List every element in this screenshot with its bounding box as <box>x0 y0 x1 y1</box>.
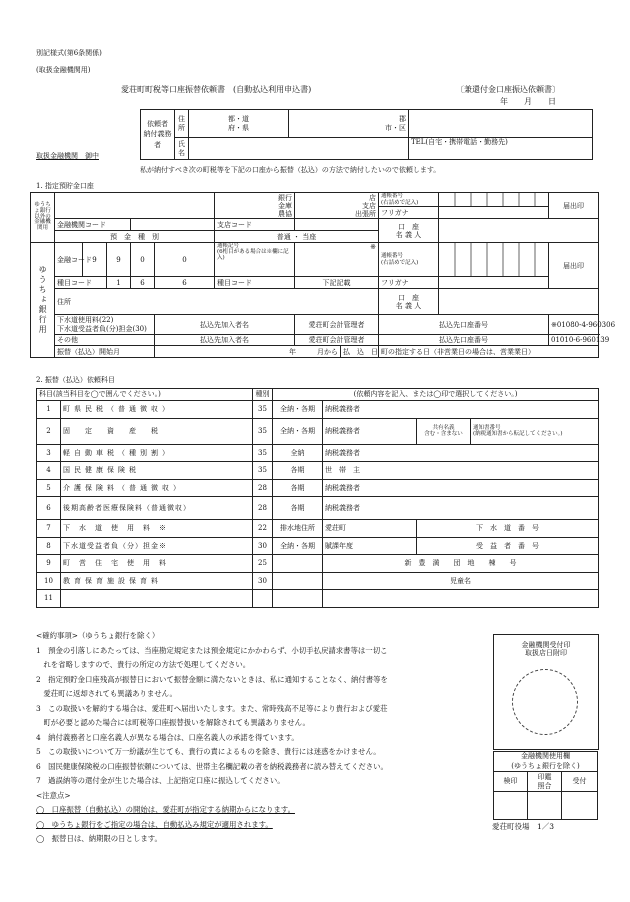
finance-code-digit: 0 <box>155 243 215 277</box>
other-label: その他 <box>55 335 155 346</box>
type-code: 35 <box>253 462 273 480</box>
name-label: 氏名 <box>175 138 189 160</box>
bank-use-table <box>493 751 598 820</box>
type-code: 35 <box>253 418 273 444</box>
check-label: 検印 <box>494 772 528 792</box>
subject-header: 科目(該当科目を◯で囲んでください。) <box>37 389 253 401</box>
subject-name[interactable]: 国民健康保険税 <box>61 462 253 480</box>
lower-entry-label: 下記記載 <box>295 277 379 289</box>
detail-header: (依頼内容を記入、または◯印で選択してください。) <box>273 389 599 401</box>
sewer-labels: 下水道使用料(22) 下水道受益者負(分)担金(30) <box>55 315 155 335</box>
payee-account-label-2: 払込先口座番号 <box>379 335 549 346</box>
payment-option[interactable] <box>273 572 323 590</box>
subject-name[interactable]: 固 定 資 産 税 <box>61 418 253 444</box>
payment-option[interactable]: 全納・各期 <box>273 537 323 555</box>
holder-field[interactable] <box>439 219 599 243</box>
type-code: 30 <box>253 537 273 555</box>
terms-item: 3 この取扱いを解約する場合は、愛荘町へ届出いたします。また、常時残高不足等により貴行および愛荘 <box>36 703 388 713</box>
row-number: 9 <box>37 555 61 573</box>
yucho-label: ゆうちょ銀行用 <box>31 243 55 358</box>
payment-option[interactable]: 各期 <box>273 479 323 497</box>
notice-note: (納税通知書から転記してください。) <box>473 431 563 437</box>
row-number: 10 <box>37 572 61 590</box>
debit-day-label: 払 込 日 <box>341 346 379 358</box>
row-number: 5 <box>37 479 61 497</box>
payee-name-2: 愛荘町会計管理者 <box>295 335 379 346</box>
start-month-field[interactable]: 年 月から <box>155 346 341 358</box>
tel-field[interactable]: TEL(自宅・携帯電話・勤務先) <box>409 138 593 160</box>
type-code: 28 <box>253 497 273 520</box>
payee-name: 愛荘町会計管理者 <box>295 315 379 335</box>
audience-label: (取扱金融機関用) <box>36 66 91 74</box>
footer: 愛荘町役場 1／3 <box>492 822 555 831</box>
subject-name[interactable] <box>61 590 253 608</box>
applicant-label: 依頼者 納付義務者 <box>141 110 175 160</box>
payee-label: 払込先加入者名 <box>155 315 295 335</box>
caution-item: ◯ 口座振替（自動払込）の開始は、愛荘町が指定する納期からになります。 <box>36 805 295 814</box>
table-row <box>37 590 599 608</box>
table-row <box>37 572 599 590</box>
subject-name[interactable]: 後期高齢者医療保険料（普通徴収） <box>61 497 253 520</box>
caution-title: <注意点> <box>36 790 71 800</box>
yucho-number-label: 通帳番号 (右詰めで記入) <box>379 243 439 277</box>
detail-field-1[interactable]: 賦課年度 <box>323 537 417 555</box>
payment-option[interactable]: 全納・各期 <box>273 401 323 419</box>
type-code: 35 <box>253 444 273 462</box>
bank-stamp-box <box>493 634 599 750</box>
finance-code-digit: 0 <box>131 243 155 277</box>
subject-name[interactable]: 町県民税（普通徴収） <box>61 401 253 419</box>
bank-addressee: 取扱金融機関 御中 <box>36 152 99 160</box>
terms-item: 1 預金の引落しにあたっては、当座勘定規定または預金規定にかかわらず、小切手払戻請求書等は一切こ <box>36 645 388 655</box>
bank-name-field[interactable] <box>55 193 215 219</box>
detail-field-1[interactable]: 納税義務者 <box>323 401 599 419</box>
type-code <box>253 590 273 608</box>
payee-account-1: ※01080-4-960306 <box>549 315 599 335</box>
row-number: 11 <box>37 590 61 608</box>
debit-day-value: 町の指定する日（非営業日の場合は、営業業日） <box>379 346 599 358</box>
non-yucho-label: ゆうちょ銀行以外の金融機関用 <box>31 193 55 243</box>
table-row <box>37 418 599 444</box>
table-row <box>37 497 599 520</box>
terms-block <box>36 629 388 847</box>
detail-field-2: 下 水 道 番 号 <box>417 520 599 538</box>
address-detail-field[interactable] <box>409 110 593 138</box>
payment-option[interactable] <box>273 555 323 573</box>
stamp-circle[interactable] <box>512 669 578 735</box>
row-number: 7 <box>37 520 61 538</box>
account-number-field[interactable] <box>439 193 549 207</box>
subject-name[interactable]: 教育保育施設保育料 <box>61 572 253 590</box>
finance-code-digit: 9 <box>107 243 131 277</box>
finance-code-digit: 9 <box>83 243 107 277</box>
detail-field-1: 納税義務者 <box>323 418 417 444</box>
terms-item: 2 指定預貯金口座残高が振替日において振替金額に満たないときは、私に通知することなく、納付書等を <box>36 674 388 684</box>
subjects-table <box>36 388 599 608</box>
yucho-furigana-label: フリガナ <box>379 277 439 289</box>
terms-item: 7 過誤納等の還付金が生じた場合は、上記指定口座に振込してください。 <box>36 776 285 785</box>
terms-item: 4 納付義務者と口座名義人が異なる場合は、口座名義人の承諾を得ています。 <box>36 732 299 742</box>
start-month-label: 振替（払込）開始月 <box>55 346 155 358</box>
notice-number-field[interactable] <box>471 418 599 444</box>
yucho-seal-label: 届出印 <box>549 243 599 289</box>
form-number: 別記様式(第6条関係) <box>36 49 102 57</box>
subject-name[interactable]: 軽自動車税（種別割） <box>61 444 253 462</box>
terms-title: <確約事項>（ゆうちょ銀行を除く） <box>36 631 160 640</box>
bank-code-field[interactable] <box>131 219 215 231</box>
finance-code-label: 金融コード <box>55 243 83 277</box>
caution-item: ◯ 振替日は、納期限の日とします。 <box>36 834 162 843</box>
type-code: 35 <box>253 401 273 419</box>
kind-code-digit: 6 <box>131 277 155 289</box>
detail-field-1[interactable]: 愛荘町 <box>323 520 417 538</box>
subject-name[interactable]: 下 水 道 使 用 料 ※ <box>61 520 253 538</box>
holder-label: 口 座 名 義 人 <box>379 219 439 243</box>
table-row <box>37 462 599 480</box>
subject-name[interactable]: 町 営 住 宅 使 用 料 <box>61 555 253 573</box>
section1-title: 1. 指定預貯金口座 <box>36 182 94 190</box>
type-code: 22 <box>253 520 273 538</box>
bank-stamp-title: 金融機関受付印 取扱店日附印 <box>521 641 571 658</box>
seal-check-box[interactable] <box>528 792 562 820</box>
row-number: 3 <box>37 444 61 462</box>
payment-option[interactable]: 全納 <box>273 444 323 462</box>
seal-label: 届出印 <box>549 193 599 219</box>
branch-type-options[interactable]: 店 支店 出張所 <box>295 193 379 219</box>
terms-item: 町が必要と認めた場合には町税等口座振替扱いを解除されても異議ありません。 <box>36 718 310 727</box>
table-row <box>37 537 599 555</box>
table-row <box>37 555 599 573</box>
payment-option[interactable]: 全納・各期 <box>273 418 323 444</box>
date-field[interactable]: 年 月 日 <box>500 97 556 106</box>
yucho-holder-field[interactable] <box>439 289 599 315</box>
type-code: 30 <box>253 572 273 590</box>
detail-field-1[interactable]: 児童名 <box>323 572 599 590</box>
section2-title: 2. 振替（払込）依頼科目 <box>36 376 115 384</box>
detail-field-2: 受 益 者 番 号 <box>417 537 599 555</box>
terms-item: 6 国民健康保険税の口座振替依頼については、世帯主名欄記載の者を納税義務者に読み替えてください。 <box>36 761 388 771</box>
kind-code-label: 種目コード <box>55 277 107 289</box>
detail-field-1[interactable]: 納税義務者 <box>323 479 599 497</box>
payment-option[interactable]: 各期 <box>273 497 323 520</box>
furigana-label: フリガナ <box>379 207 439 219</box>
kind-code-digit: 1 <box>107 277 131 289</box>
type-header: 種別 <box>253 389 273 401</box>
seal-check-label: 印鑑 照合 <box>528 772 562 792</box>
terms-item: 5 この取扱いについて万一紛議が生じても、貴行の責によるものを除き、貴行には迷惑をかけません。 <box>36 747 381 756</box>
payment-option[interactable]: 各期 <box>273 462 323 480</box>
furigana-field[interactable] <box>439 207 549 219</box>
applicant-table <box>140 109 593 160</box>
yucho-number-field[interactable] <box>439 243 549 277</box>
detail-field-1[interactable]: 納税義務者 <box>323 444 599 462</box>
type-code: 25 <box>253 555 273 573</box>
payee-account-2: 01010-6-960139 <box>549 335 599 346</box>
address-label: 住所 <box>175 110 189 138</box>
row-number: 1 <box>37 401 61 419</box>
bank-code-label: 金融機関コード <box>55 219 131 231</box>
page-title: 愛荘町町税等口座振替依頼書 (自動払込利用申込書) <box>121 85 312 94</box>
right-title: 〔兼還付金口座振込依頼書〕 <box>456 85 560 94</box>
row-number: 6 <box>37 497 61 520</box>
prefecture-field[interactable]: 都・道 府・県 <box>189 110 289 138</box>
detail-field-1[interactable]: 納税義務者 <box>323 497 599 520</box>
payee-label-2: 払込先加入者名 <box>155 335 295 346</box>
terms-item: 愛荘町に返却されても異議ありません。 <box>36 689 177 698</box>
joint-name-option: 共有名義 含む・含まない <box>417 418 471 444</box>
account-number-label: 通帳番号 (右詰めで記入) <box>379 193 439 207</box>
deposit-type-label: 預 金 種 別 <box>55 231 215 243</box>
table-row <box>37 444 599 462</box>
table-row <box>37 520 599 538</box>
detail-field-1[interactable]: 新 豊 満 団 地 棟 号 <box>323 555 599 573</box>
branch-code-field[interactable] <box>295 219 379 231</box>
payment-option[interactable] <box>273 590 323 608</box>
yucho-furigana-field[interactable] <box>439 277 549 289</box>
passbook-symbol-label: 通帳記号 (6桁目がある場合は※欄に記入) <box>215 243 295 277</box>
intro-text: 私が納付すべき次の町税等を下記の口座から振替（払込）の方法で納付したいので依頼します。 <box>140 166 441 174</box>
passbook-mark: ※ <box>295 243 379 277</box>
payee-account-label: 払込先口座番号 <box>379 315 549 335</box>
caution-item: ◯ ゆうちょ銀行をご指定の場合は、自動払込み規定が適用されます。 <box>36 819 273 829</box>
terms-item: れを省略しますので、貴行の所定の方法で処理してください。 <box>36 660 251 669</box>
deposit-type-options[interactable]: 普通 ・ 当座 <box>215 231 379 243</box>
row-number: 4 <box>37 462 61 480</box>
row-number: 8 <box>37 537 61 555</box>
subject-name[interactable]: 下水道受益者負（分）担金※ <box>61 537 253 555</box>
receive-label: 受付 <box>562 772 598 792</box>
payment-option[interactable]: 排水地住所 <box>273 520 323 538</box>
receive-box[interactable] <box>562 792 598 820</box>
account-table <box>30 192 616 358</box>
type-code: 28 <box>253 479 273 497</box>
kind-code-name: 種目コード <box>215 277 295 289</box>
table-row <box>37 401 599 419</box>
yucho-address-label[interactable]: 住所 <box>55 289 379 315</box>
subject-name[interactable]: 介護保険料（普通徴収） <box>61 479 253 497</box>
row-number: 2 <box>37 418 61 444</box>
detail-field-1[interactable]: 世 帯 主 <box>323 462 599 480</box>
city-field[interactable]: 郡 市・区 <box>289 110 409 138</box>
check-box[interactable] <box>494 792 528 820</box>
yucho-holder-label: 口 座 名 義 人 <box>379 289 439 315</box>
detail-field-1[interactable] <box>323 590 599 608</box>
table-row <box>37 479 599 497</box>
name-field[interactable] <box>189 138 409 160</box>
notice-label: 通知書番号 <box>473 424 501 431</box>
bank-use-header: 金融機関使用欄 (ゆうちょ銀行を除く) <box>494 752 598 772</box>
kind-code-digit: 6 <box>155 277 215 289</box>
bank-type-options[interactable]: 銀行 金庫 農協 <box>215 193 295 219</box>
branch-code-label: 支店コード <box>215 219 295 231</box>
